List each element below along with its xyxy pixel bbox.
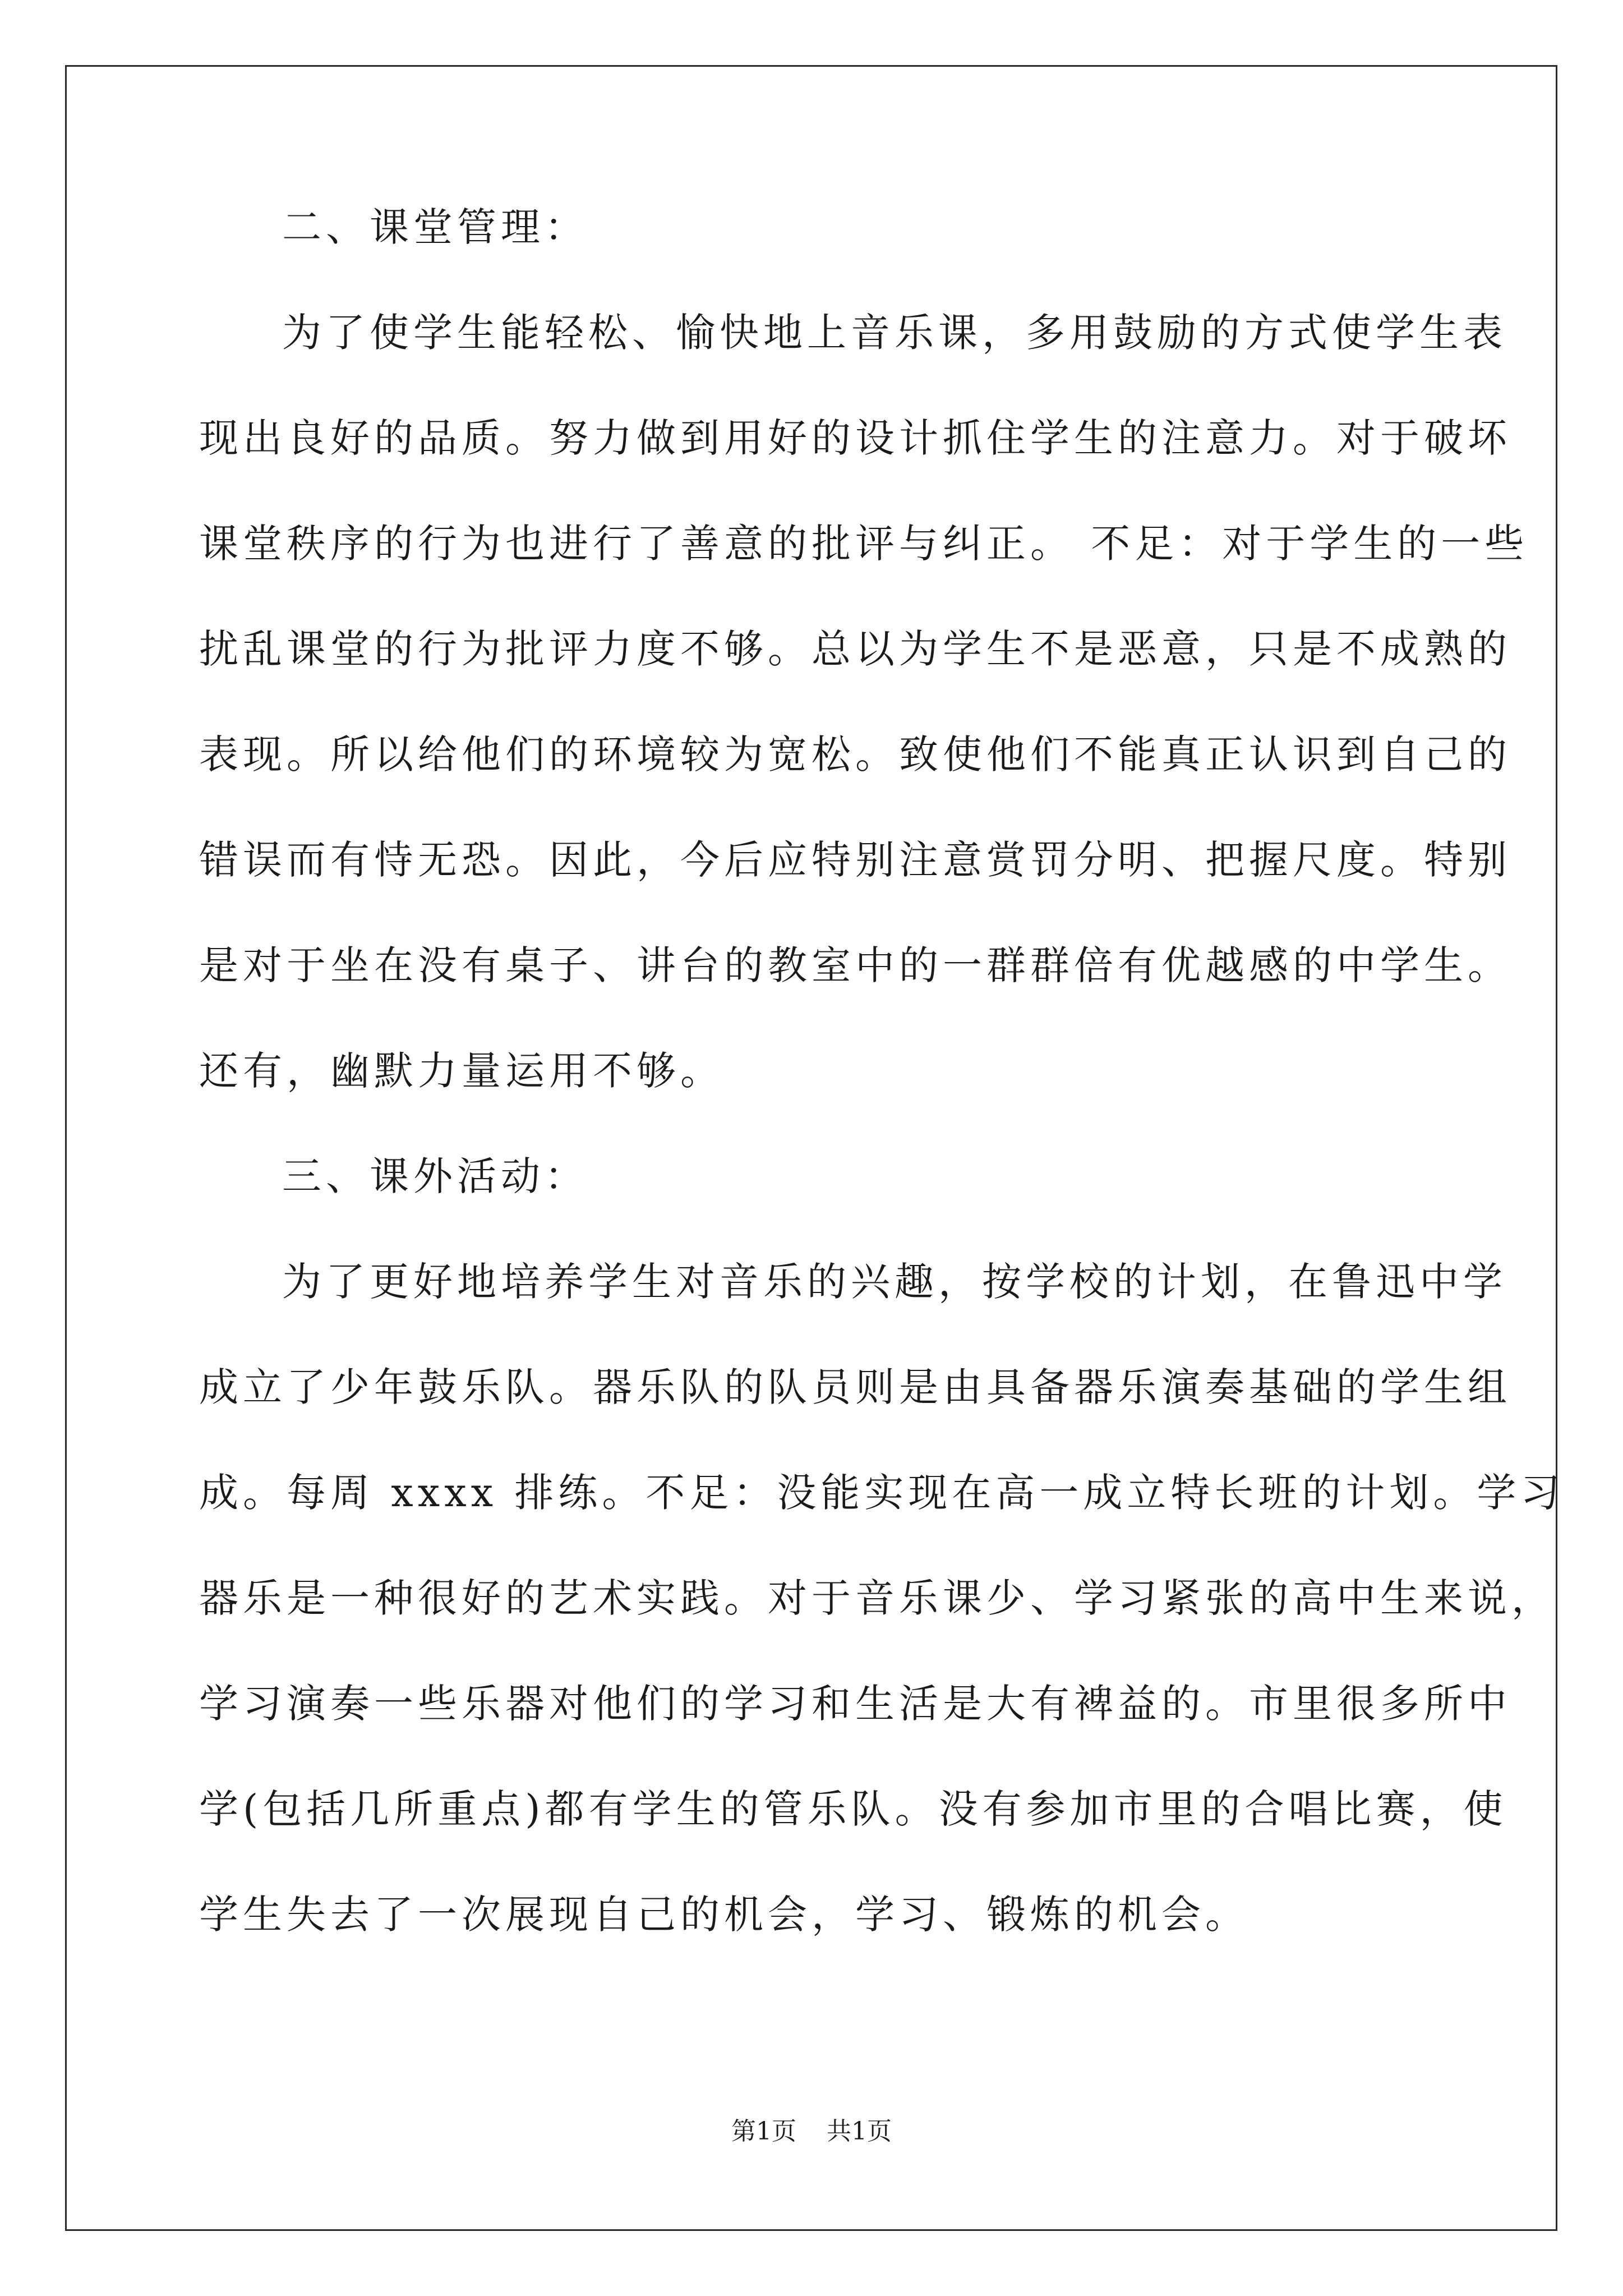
paragraph-line: 为了更好地培养学生对音乐的兴趣，按学校的计划，在鲁迅中学 [282, 1259, 1507, 1305]
paragraph-line: 为了使学生能轻松、愉快地上音乐课，多用鼓励的方式使学生表 [282, 310, 1507, 356]
paragraph-line: 现出良好的品质。努力做到用好的设计抓住学生的注意力。对于破坏 [199, 415, 1511, 461]
page-footer [0, 2115, 1623, 2148]
paragraph-line: 成。每周 xxxx 排练。不足：没能实现在高一成立特长班的计划。学习 [199, 1470, 1565, 1516]
page-total: 共1页 [827, 2117, 892, 2146]
page-number: 第1页 [731, 2117, 796, 2146]
paragraph-line: 扰乱课堂的行为批评力度不够。总以为学生不是恶意，只是不成熟的 [199, 626, 1511, 672]
paragraph-line: 学(包括几所重点)都有学生的管乐队。没有参加市里的合唱比赛，使 [199, 1786, 1507, 1832]
paragraph-line: 课堂秩序的行为也进行了善意的批评与纠正。 不足：对于学生的一些 [199, 521, 1529, 567]
paragraph-line: 还有，幽默力量运用不够。 [199, 1048, 724, 1094]
section-heading: 二、课堂管理： [282, 204, 588, 250]
section-heading: 三、课外活动： [282, 1153, 588, 1199]
paragraph-line: 学生失去了一次展现自己的机会，学习、锻炼的机会。 [199, 1892, 1249, 1938]
paragraph-line: 成立了少年鼓乐队。器乐队的队员则是由具备器乐演奏基础的学生组 [199, 1364, 1511, 1410]
paragraph-line: 表现。所以给他们的环境较为宽松。致使他们不能真正认识到自己的 [199, 731, 1511, 777]
paragraph-line: 器乐是一种很好的艺术实践。对于音乐课少、学习紧张的高中生来说， [199, 1575, 1555, 1621]
paragraph-line: 错误而有恃无恐。因此，今后应特别注意赏罚分明、把握尺度。特别 [199, 837, 1511, 883]
paragraph-line: 是对于坐在没有桌子、讲台的教室中的一群群倍有优越感的中学生。 [199, 942, 1511, 988]
paragraph-line: 学习演奏一些乐器对他们的学习和生活是大有裨益的。市里很多所中 [199, 1681, 1511, 1727]
